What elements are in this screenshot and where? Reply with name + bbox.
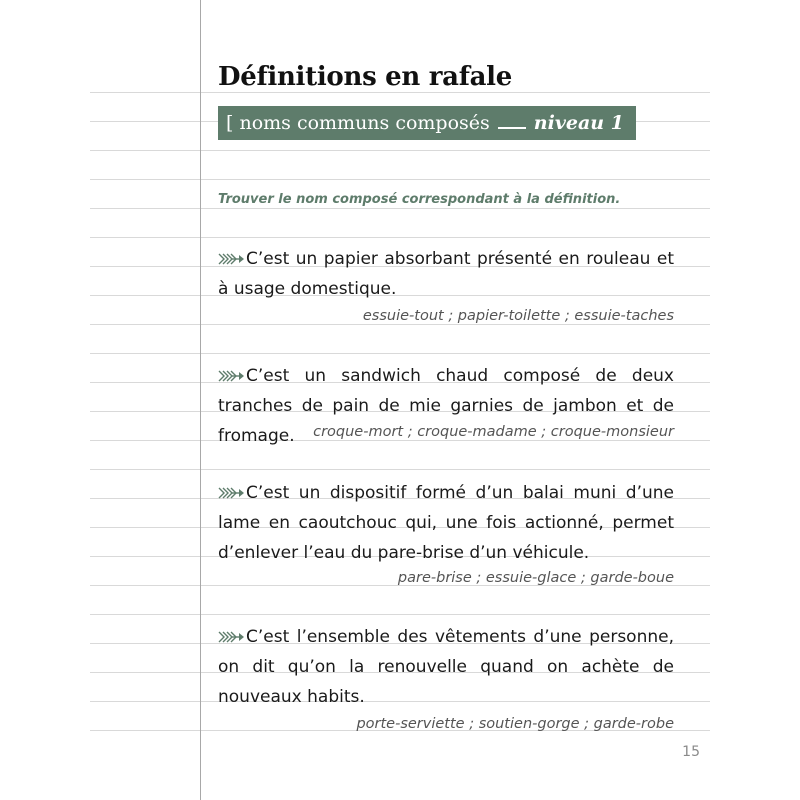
question-text: C’est un papier absorbant présenté en rouleau et à usage domestique. <box>218 249 674 299</box>
feather-arrow-icon <box>218 253 244 265</box>
ruled-line <box>90 614 710 615</box>
instruction: Trouver le nom composé correspondant à la définition. <box>218 192 621 207</box>
feather-arrow-icon <box>218 370 244 382</box>
ruled-line <box>90 353 710 354</box>
feather-arrow-icon <box>218 487 244 499</box>
question-text: C’est l’ensemble des vêtements d’une personne, on dit qu’on la renouvelle quand on achète de nouveaux habits. <box>218 627 674 707</box>
question-text: C’est un sandwich chaud composé de deux tranches de pain de mie garnies de jambon et de fromage. <box>218 366 674 446</box>
answer-choices-2: croque-mort ; croque-madame ; croque-monsieur <box>313 424 674 440</box>
question-3 <box>218 478 674 568</box>
subtitle-bracket: [ <box>226 112 234 134</box>
answer-choices-4: porte-serviette ; soutien-gorge ; garde-robe <box>356 716 674 732</box>
ruled-line <box>90 208 710 209</box>
subtitle-banner <box>218 106 636 140</box>
ruled-line <box>90 237 710 238</box>
question-text: C’est un dispositif formé d’un balai muni d’une lame en caoutchouc qui, une fois actionné, permet d’enlever l’eau du pare-brise d’un véhicule. <box>218 483 674 563</box>
ruled-line <box>90 150 710 151</box>
page-number: 15 <box>682 744 700 760</box>
subtitle-topic: noms communs composés <box>239 112 490 134</box>
answer-choices-3: pare-brise ; essuie-glace ; garde-boue <box>397 570 674 586</box>
ruled-line <box>90 469 710 470</box>
ruled-line <box>90 324 710 325</box>
margin-line <box>200 0 201 800</box>
answer-choices-1: essuie-tout ; papier-toilette ; essuie-taches <box>362 308 674 324</box>
question-4 <box>218 622 674 712</box>
ruled-line <box>90 179 710 180</box>
page-title: Définitions en rafale <box>218 62 518 92</box>
question-1 <box>218 244 674 304</box>
subtitle-dash <box>498 127 526 129</box>
ruled-line <box>90 92 710 93</box>
subtitle-level: niveau 1 <box>533 112 624 134</box>
feather-arrow-icon <box>218 631 244 643</box>
